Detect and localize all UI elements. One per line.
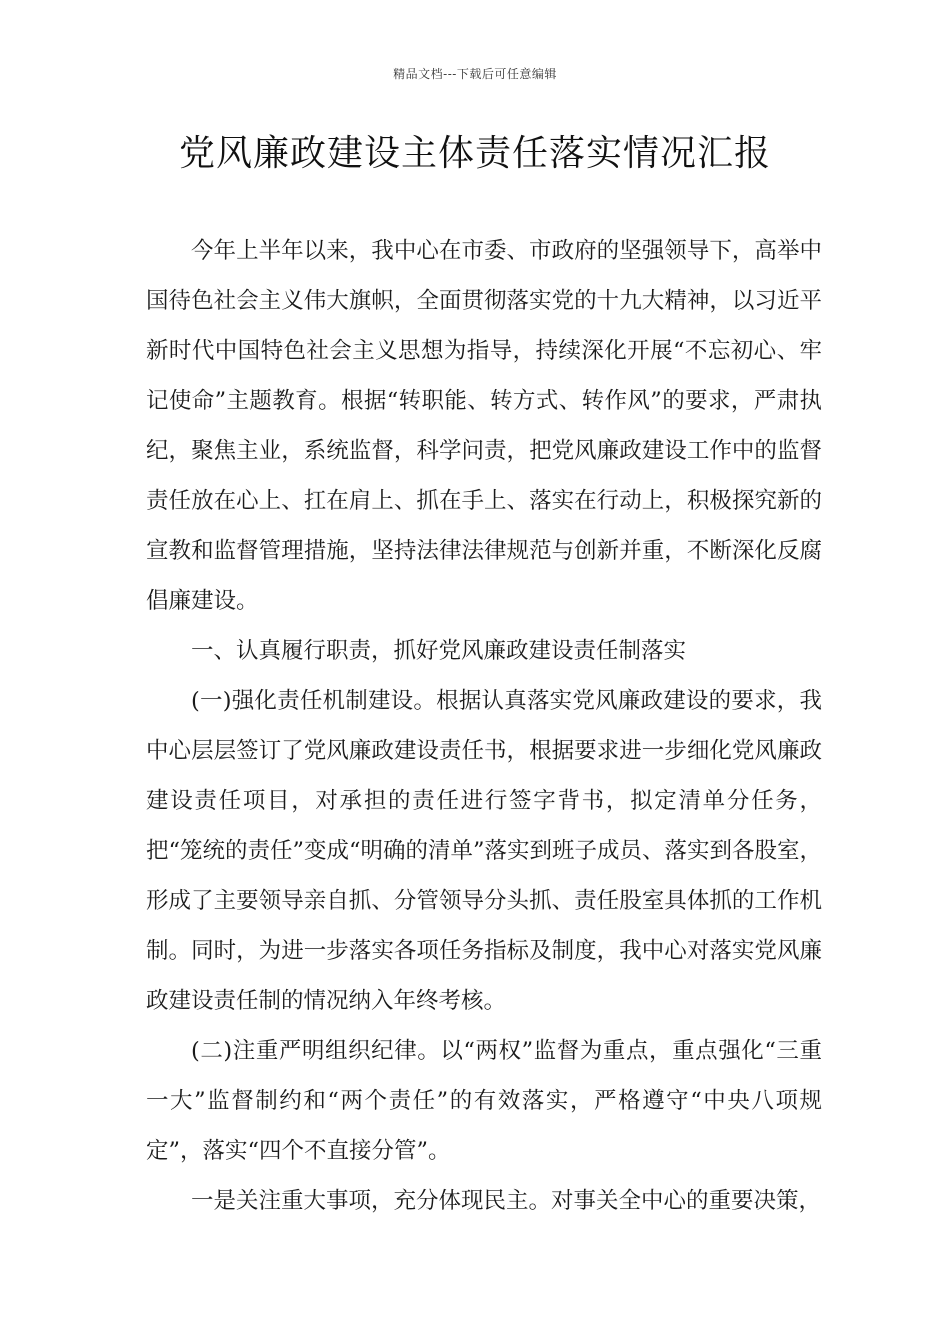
document-body [146, 226, 822, 1226]
document-title: 党风廉政建设主体责任落实情况汇报 [178, 133, 771, 174]
section-heading-1: 一、认真履行职责，抓好党风廉政建设责任制落实 [191, 638, 687, 664]
paragraph-organizational-discipline: (二)注重严明组织纪律。以“两权”监督为重点，重点强化“三重一大”监督制约和“两个责任”的有效落实，严格遵守“中央八项规定”，落实“四个不直接分管”。 [146, 1038, 822, 1164]
page-header: 精品文档---下载后可任意编辑 [393, 67, 557, 81]
paragraph-intro: 今年上半年以来，我中心在市委、市政府的坚强领导下，高举中国待色社会主义伟大旗帜，全面贯彻落实党的十九大精神，以习近平新时代中国特色社会主义思想为指导，持续深化开展“不忘初心、牢记使命”主题教育。根据“转职能、转方式、转作风”的要求，严肃执纪，聚焦主业，系统监督，科学问责，把党风廉政建设工作中的监督责任放在心上、扛在肩上、抓在手上、落实在行动上，积极探究新的宣教和监督管理措施，坚持法律法律规范与创新并重，不断深化反腐倡廉建设。 [146, 238, 822, 614]
paragraph-major-matters: 一是关注重大事项，充分体现民主。对事关全中心的重要决策， [191, 1188, 822, 1214]
paragraph-responsibility-mechanism: (一)强化责任机制建设。根据认真落实党风廉政建设的要求，我中心层层签订了党风廉政建设责任书，根据要求进一步细化党风廉政建设责任项目，对承担的责任进行签字背书，拟定清单分任务，把“笼统的责任”变成“明确的清单”落实到班子成员、落实到各股室，形成了主要领导亲自抓、分管领导分头抓、责任股室具体抓的工作机制。同时，为进一步落实各项任务指标及制度，我中心对落实党风廉政建设责任制的情况纳入年终考核。 [146, 688, 823, 1014]
